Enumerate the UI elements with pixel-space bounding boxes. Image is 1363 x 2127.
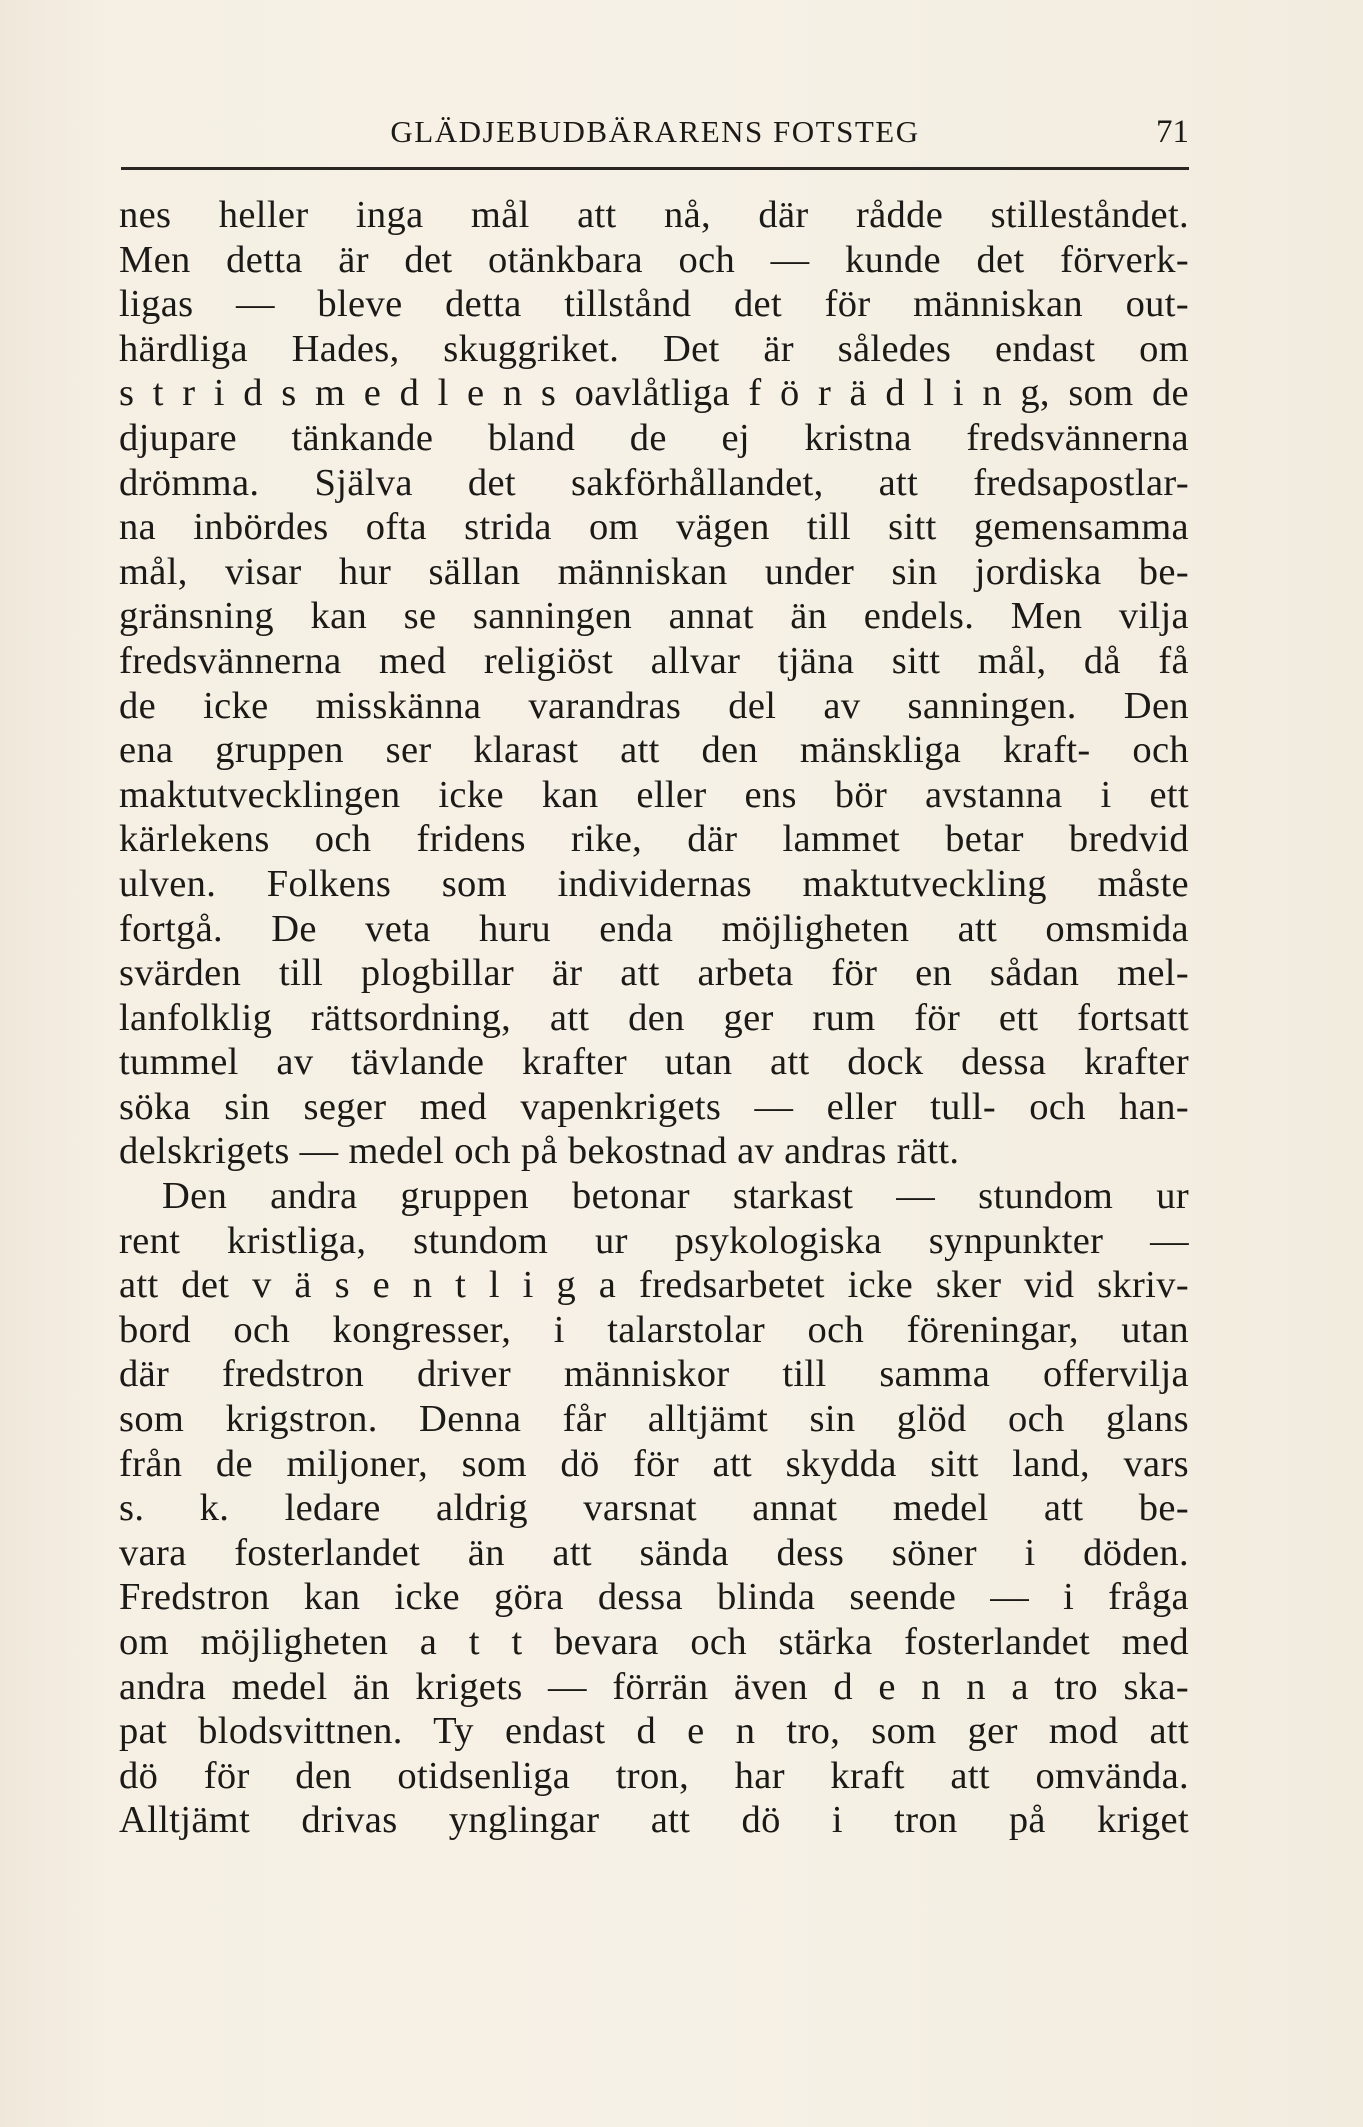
text-line: Men detta är det otänkbara och — kunde det förverk- (119, 238, 1189, 281)
text-line: tummel av tävlande krafter utan att dock dessa krafter (119, 1041, 1189, 1084)
text-line: ligas — bleve detta tillstånd det för människan out- (119, 283, 1189, 326)
text-line: söka sin seger med vapenkrigets — eller tull- och han- (119, 1085, 1189, 1128)
body-text (119, 193, 1189, 1843)
running-head (121, 112, 1189, 162)
text-line: dö för den otidsenliga tron, har kraft att omvända. (119, 1754, 1189, 1797)
text-line: att det v ä s e n t l i g a fredsarbetet icke sker vid skriv- (119, 1264, 1189, 1307)
paragraph-first-line: Den andra gruppen betonar starkast — stundom ur (162, 1175, 1189, 1218)
text-line: djupare tänkande bland de ej kristna fredsvännerna (119, 416, 1189, 459)
text-line: ena gruppen ser klarast att den mänskliga kraft- och (119, 729, 1189, 772)
text-line: mål, visar hur sällan människan under sin jordiska be- (119, 550, 1189, 593)
text-line: drömma. Själva det sakförhållandet, att fredsapostlar- (119, 461, 1189, 504)
text-line: vara fosterlandet än att sända dess söner i döden. (119, 1531, 1189, 1574)
text-line: från de miljoner, som dö för att skydda sitt land, vars (119, 1442, 1189, 1485)
text-line: fredsvännerna med religiöst allvar tjäna sitt mål, då få (119, 639, 1189, 682)
text-line: ulven. Folkens som individernas maktutveckling måste (119, 862, 1189, 905)
text-line: s t r i d s m e d l e n s oavlåtliga f ö r ä d l i n g, som de (119, 372, 1189, 415)
text-line: pat blodsvittnen. Ty endast d e n tro, som ger mod att (119, 1710, 1189, 1753)
text-line: härdliga Hades, skuggriket. Det är således endast om (119, 327, 1189, 370)
text-line: maktutvecklingen icke kan eller ens bör avstanna i ett (119, 773, 1189, 816)
text-line: na inbördes ofta strida om vägen till sitt gemensamma (119, 506, 1189, 549)
text-line: s. k. ledare aldrig varsnat annat medel att be- (119, 1487, 1189, 1530)
page-number: 71 (1156, 114, 1189, 150)
text-line: delskrigets — medel och på bekostnad av andras rätt. (119, 1130, 960, 1173)
text-line: om möjligheten a t t bevara och stärka fosterlandet med (119, 1621, 1189, 1663)
text-line: andra medel än krigets — förrän även d e n n a tro ska- (119, 1665, 1189, 1708)
running-title: GLÄDJEBUDBÄRARENS FOTSTEG (390, 114, 920, 149)
text-line: lanfolklig rättsordning, att den ger rum för ett fortsatt (119, 996, 1189, 1039)
text-line: där fredstron driver människor till samma offervilja (119, 1353, 1189, 1396)
text-line: fortgå. De veta huru enda möjligheten att omsmida (119, 907, 1189, 950)
text-line: gränsning kan se sanningen annat än endels. Men vilja (119, 595, 1189, 638)
text-line: rent kristliga, stundom ur psykologiska synpunkter — (119, 1219, 1189, 1262)
text-line: Alltjämt drivas ynglingar att dö i tron på kriget (119, 1799, 1189, 1842)
text-line: kärlekens och fridens rike, där lammet betar bredvid (119, 818, 1189, 861)
text-line: Fredstron kan icke göra dessa blinda seende — i fråga (119, 1576, 1189, 1619)
header-rule (121, 167, 1189, 170)
text-line: bord och kongresser, i talarstolar och föreningar, utan (119, 1308, 1189, 1351)
text-line: de icke misskänna varandras del av sanningen. Den (119, 684, 1189, 727)
text-line: svärden till plogbillar är att arbeta för en sådan mel- (119, 952, 1189, 995)
text-line: nes heller inga mål att nå, där rådde stilleståndet. (119, 194, 1189, 236)
text-line: som krigstron. Denna får alltjämt sin glöd och glans (119, 1398, 1189, 1441)
